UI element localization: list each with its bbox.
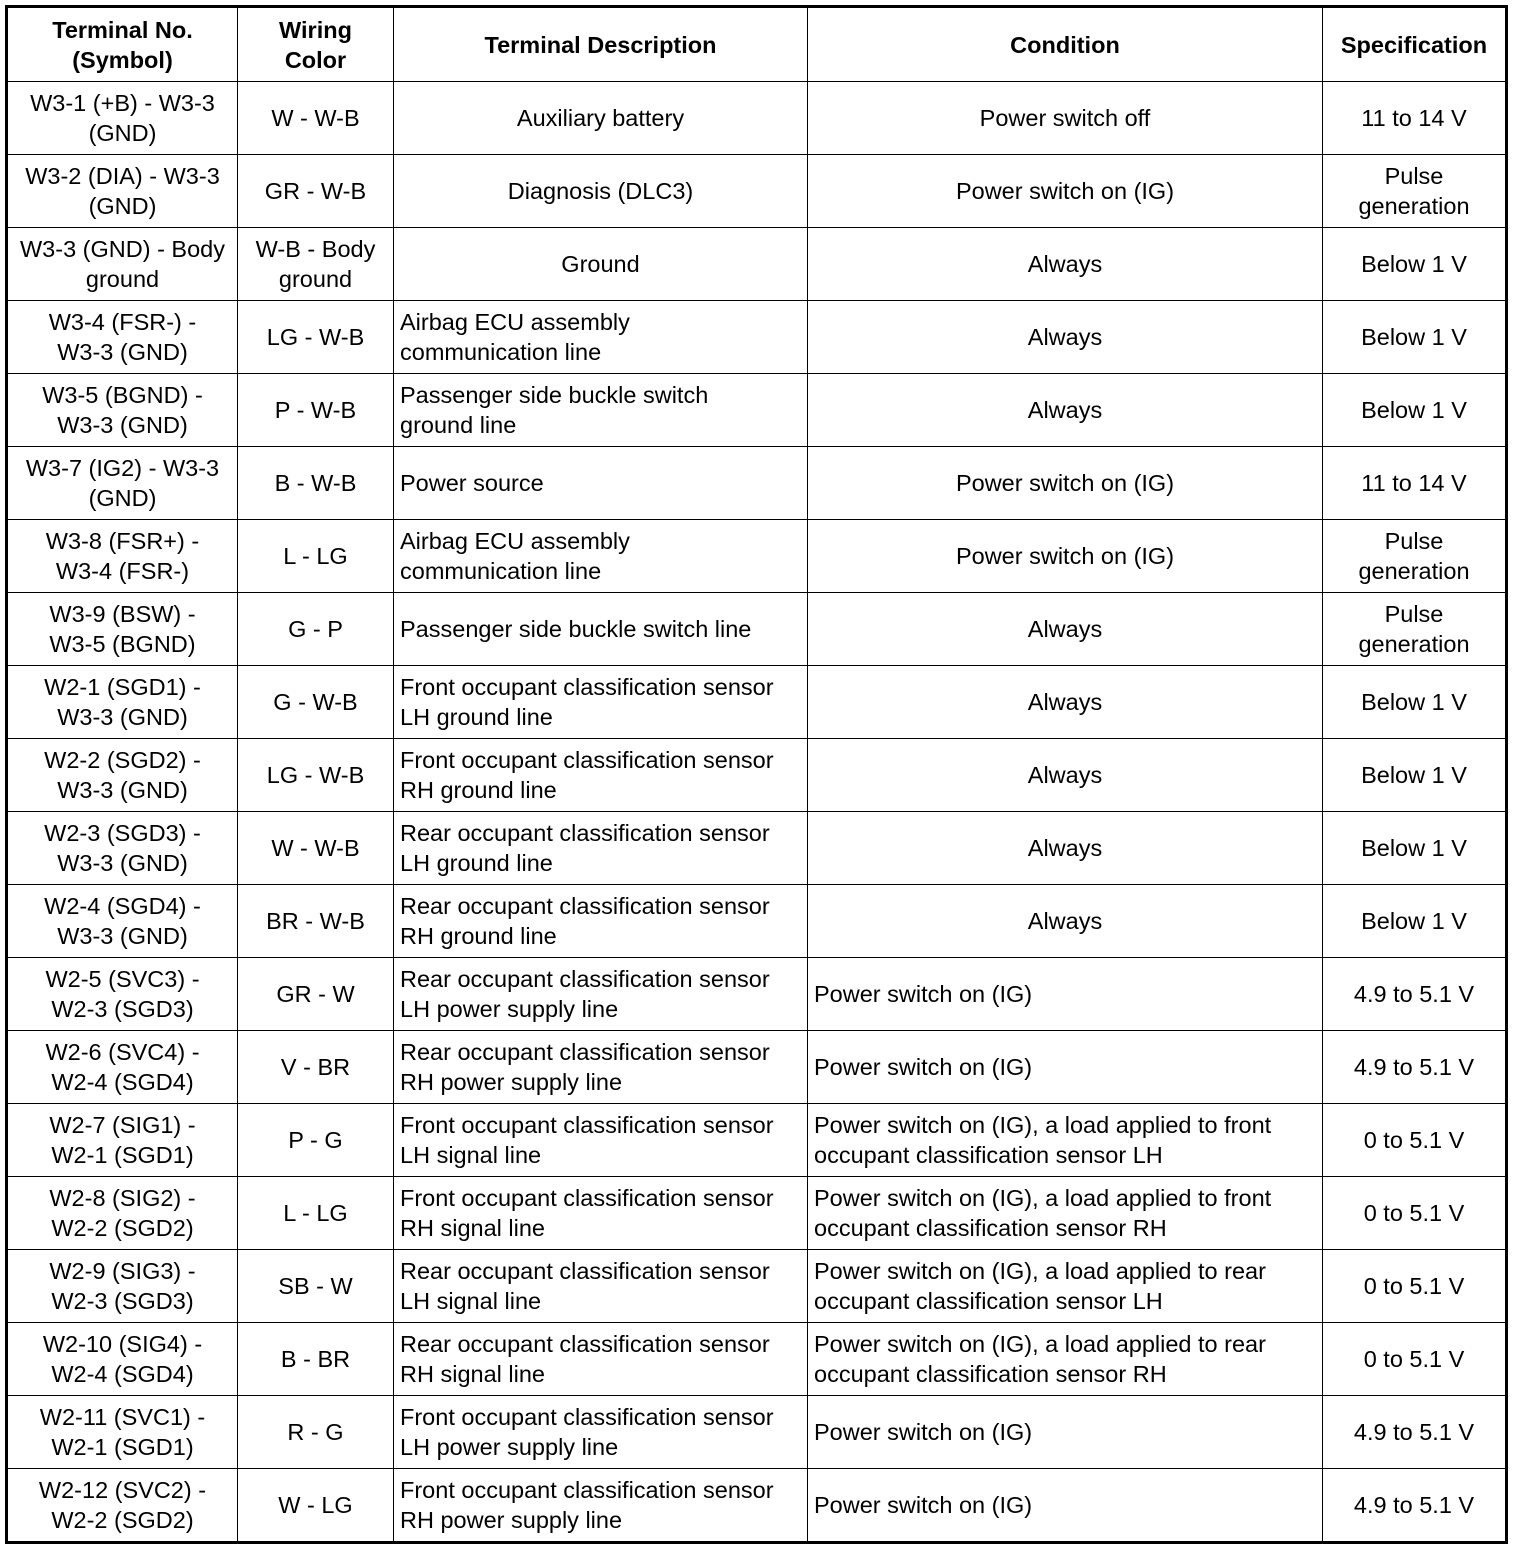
specification-cell: 11 to 14 V <box>1323 82 1507 155</box>
wiring-color-cell: GR - W <box>238 958 394 1031</box>
wiring-color-cell: LG - W-B <box>238 739 394 812</box>
wiring-color-cell: V - BR <box>238 1031 394 1104</box>
specification-cell: Below 1 V <box>1323 374 1507 447</box>
table-row <box>7 155 1507 228</box>
table-row <box>7 228 1507 301</box>
description-cell: Diagnosis (DLC3) <box>394 155 808 228</box>
table-row <box>7 447 1507 520</box>
table-row <box>7 1177 1507 1250</box>
wiring-color-cell: SB - W <box>238 1250 394 1323</box>
terminal-cell: W3-4 (FSR-) - W3-3 (GND) <box>7 301 238 374</box>
specification-cell: 11 to 14 V <box>1323 447 1507 520</box>
terminal-cell: W2-7 (SIG1) - W2-1 (SGD1) <box>7 1104 238 1177</box>
wiring-color-cell: W - W-B <box>238 82 394 155</box>
wiring-color-cell: LG - W-B <box>238 301 394 374</box>
specification-cell: 0 to 5.1 V <box>1323 1250 1507 1323</box>
specification-cell: Below 1 V <box>1323 301 1507 374</box>
header-specification: Specification <box>1323 7 1507 82</box>
specification-cell: 0 to 5.1 V <box>1323 1323 1507 1396</box>
specification-cell: Below 1 V <box>1323 885 1507 958</box>
table-row <box>7 593 1507 666</box>
condition-cell: Power switch on (IG) <box>808 447 1323 520</box>
terminal-cell: W2-9 (SIG3) - W2-3 (SGD3) <box>7 1250 238 1323</box>
specification-cell: 4.9 to 5.1 V <box>1323 1469 1507 1543</box>
table-row <box>7 1104 1507 1177</box>
terminal-cell: W3-1 (+B) - W3-3 (GND) <box>7 82 238 155</box>
specification-cell: Below 1 V <box>1323 666 1507 739</box>
table-row <box>7 82 1507 155</box>
condition-cell: Power switch on (IG), a load applied to rear occupant classification sensor RH <box>808 1323 1323 1396</box>
terminal-cell: W2-1 (SGD1) - W3-3 (GND) <box>7 666 238 739</box>
condition-cell: Always <box>808 812 1323 885</box>
condition-cell: Always <box>808 301 1323 374</box>
wiring-color-cell: B - W-B <box>238 447 394 520</box>
description-cell: Front occupant classification sensor LH signal line <box>394 1104 808 1177</box>
table-row <box>7 812 1507 885</box>
condition-cell: Power switch on (IG), a load applied to rear occupant classification sensor LH <box>808 1250 1323 1323</box>
condition-cell: Always <box>808 739 1323 812</box>
condition-cell: Always <box>808 374 1323 447</box>
specification-cell: Below 1 V <box>1323 228 1507 301</box>
terminal-spec-table <box>5 5 1508 1544</box>
description-cell: Rear occupant classification sensor LH power supply line <box>394 958 808 1031</box>
terminal-cell: W3-2 (DIA) - W3-3 (GND) <box>7 155 238 228</box>
description-cell: Front occupant classification sensor RH signal line <box>394 1177 808 1250</box>
condition-cell: Always <box>808 885 1323 958</box>
condition-cell: Power switch on (IG), a load applied to front occupant classification sensor RH <box>808 1177 1323 1250</box>
table-row <box>7 374 1507 447</box>
terminal-cell: W2-6 (SVC4) - W2-4 (SGD4) <box>7 1031 238 1104</box>
description-cell: Front occupant classification sensor LH power supply line <box>394 1396 808 1469</box>
condition-cell: Power switch on (IG) <box>808 520 1323 593</box>
table-row <box>7 301 1507 374</box>
condition-cell: Power switch on (IG) <box>808 958 1323 1031</box>
terminal-cell: W3-8 (FSR+) - W3-4 (FSR-) <box>7 520 238 593</box>
terminal-cell: W3-7 (IG2) - W3-3 (GND) <box>7 447 238 520</box>
wiring-color-cell: W - W-B <box>238 812 394 885</box>
description-cell: Rear occupant classification sensor RH ground line <box>394 885 808 958</box>
description-cell: Airbag ECU assembly communication line <box>394 301 808 374</box>
description-cell: Rear occupant classification sensor LH signal line <box>394 1250 808 1323</box>
specification-cell: Pulse generation <box>1323 155 1507 228</box>
terminal-cell: W2-11 (SVC1) - W2-1 (SGD1) <box>7 1396 238 1469</box>
terminal-cell: W2-12 (SVC2) - W2-2 (SGD2) <box>7 1469 238 1543</box>
terminal-cell: W3-5 (BGND) - W3-3 (GND) <box>7 374 238 447</box>
wiring-color-cell: GR - W-B <box>238 155 394 228</box>
description-cell: Rear occupant classification sensor RH signal line <box>394 1323 808 1396</box>
description-cell: Ground <box>394 228 808 301</box>
header-terminal-description: Terminal Description <box>394 7 808 82</box>
wiring-color-cell: W - LG <box>238 1469 394 1543</box>
terminal-cell: W3-3 (GND) - Body ground <box>7 228 238 301</box>
table-row <box>7 958 1507 1031</box>
condition-cell: Power switch on (IG) <box>808 1396 1323 1469</box>
condition-cell: Power switch on (IG) <box>808 1031 1323 1104</box>
table-row <box>7 520 1507 593</box>
terminal-cell: W2-4 (SGD4) - W3-3 (GND) <box>7 885 238 958</box>
header-wiring-color: Wiring Color <box>238 7 394 82</box>
description-cell: Passenger side buckle switch line <box>394 593 808 666</box>
terminal-cell: W2-3 (SGD3) - W3-3 (GND) <box>7 812 238 885</box>
specification-cell: 4.9 to 5.1 V <box>1323 1031 1507 1104</box>
table-row <box>7 1396 1507 1469</box>
terminal-cell: W2-10 (SIG4) - W2-4 (SGD4) <box>7 1323 238 1396</box>
condition-cell: Always <box>808 666 1323 739</box>
description-cell: Auxiliary battery <box>394 82 808 155</box>
table-row <box>7 1323 1507 1396</box>
wiring-color-cell: P - W-B <box>238 374 394 447</box>
description-cell: Airbag ECU assembly communication line <box>394 520 808 593</box>
table-body <box>7 82 1507 1543</box>
terminal-cell: W2-2 (SGD2) - W3-3 (GND) <box>7 739 238 812</box>
specification-cell: 4.9 to 5.1 V <box>1323 958 1507 1031</box>
table-row <box>7 666 1507 739</box>
wiring-color-cell: W-B - Body ground <box>238 228 394 301</box>
table-row <box>7 885 1507 958</box>
condition-cell: Power switch on (IG), a load applied to front occupant classification sensor LH <box>808 1104 1323 1177</box>
terminal-cell: W3-9 (BSW) - W3-5 (BGND) <box>7 593 238 666</box>
condition-cell: Always <box>808 228 1323 301</box>
specification-cell: Pulse generation <box>1323 593 1507 666</box>
table-row <box>7 1469 1507 1543</box>
table-row <box>7 1031 1507 1104</box>
specification-cell: Below 1 V <box>1323 812 1507 885</box>
specification-cell: Pulse generation <box>1323 520 1507 593</box>
wiring-color-cell: B - BR <box>238 1323 394 1396</box>
condition-cell: Always <box>808 593 1323 666</box>
specification-cell: 4.9 to 5.1 V <box>1323 1396 1507 1469</box>
description-cell: Front occupant classification sensor RH power supply line <box>394 1469 808 1543</box>
description-cell: Passenger side buckle switch ground line <box>394 374 808 447</box>
specification-cell: Below 1 V <box>1323 739 1507 812</box>
description-cell: Front occupant classification sensor LH ground line <box>394 666 808 739</box>
description-cell: Front occupant classification sensor RH ground line <box>394 739 808 812</box>
terminal-cell: W2-8 (SIG2) - W2-2 (SGD2) <box>7 1177 238 1250</box>
specification-cell: 0 to 5.1 V <box>1323 1104 1507 1177</box>
terminal-cell: W2-5 (SVC3) - W2-3 (SGD3) <box>7 958 238 1031</box>
specification-cell: 0 to 5.1 V <box>1323 1177 1507 1250</box>
table-row <box>7 1250 1507 1323</box>
header-condition: Condition <box>808 7 1323 82</box>
header-terminal: Terminal No. (Symbol) <box>7 7 238 82</box>
description-cell: Power source <box>394 447 808 520</box>
wiring-color-cell: G - P <box>238 593 394 666</box>
wiring-color-cell: L - LG <box>238 1177 394 1250</box>
condition-cell: Power switch on (IG) <box>808 155 1323 228</box>
description-cell: Rear occupant classification sensor LH ground line <box>394 812 808 885</box>
wiring-color-cell: L - LG <box>238 520 394 593</box>
wiring-color-cell: P - G <box>238 1104 394 1177</box>
condition-cell: Power switch off <box>808 82 1323 155</box>
header-row <box>7 7 1507 82</box>
condition-cell: Power switch on (IG) <box>808 1469 1323 1543</box>
wiring-color-cell: G - W-B <box>238 666 394 739</box>
wiring-color-cell: R - G <box>238 1396 394 1469</box>
wiring-color-cell: BR - W-B <box>238 885 394 958</box>
table-row <box>7 739 1507 812</box>
description-cell: Rear occupant classification sensor RH power supply line <box>394 1031 808 1104</box>
